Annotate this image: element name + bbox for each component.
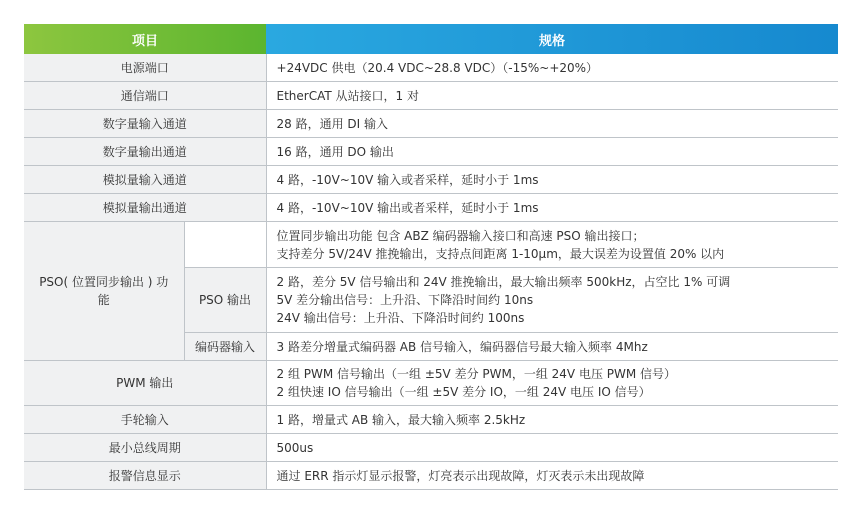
pso-output-line-3: 24V 输出信号：上升沿、下降沿时间约 100ns (276, 311, 525, 325)
row-label-pso: PSO( 位置同步输出 ) 功能 (24, 222, 184, 361)
pso-intro-line-2: 支持差分 5V/24V 推挽输出，支持点间距离 1-10μm，最大误差为设置值 20% 以内 (276, 246, 725, 261)
row-value-pso-intro (266, 222, 838, 268)
pso-output-line-1: 2 路，差分 5V 信号输出和 24V 推挽输出，最大输出频率 500kHz，占空比 1% 可调 (276, 275, 731, 289)
table-row (24, 222, 838, 268)
row-value-encoder: 3 路差分增量式编码器 AB 信号输入，编码器信号最大输入频率 4Mhz (266, 333, 838, 361)
row-label-comm: 通信端口 (24, 82, 266, 110)
table-row (24, 138, 838, 166)
table-row (24, 361, 838, 406)
table-row (24, 406, 838, 434)
table-header-row (24, 24, 838, 54)
pso-intro-spacer (184, 222, 266, 268)
table-row (24, 110, 838, 138)
pso-intro-line-1: 位置同步输出功能 包含 ABZ 编码器输入接口和高速 PSO 输出接口； (276, 228, 645, 243)
row-label-encoder: 编码器输入 (184, 333, 266, 361)
row-value-pwm (266, 361, 838, 406)
row-label-do: 数字量输出通道 (24, 138, 266, 166)
table-row (24, 462, 838, 490)
header-spec: 规格 (266, 24, 838, 54)
row-value-power: +24VDC 供电（20.4 VDC~28.8 VDC）（-15%~+20%） (266, 54, 838, 82)
pwm-line-2: 2 组快速 IO 信号输出（一组 ±5V 差分 IO，一组 24V 电压 IO 信号） (276, 385, 651, 399)
spec-table-container (24, 24, 838, 490)
row-value-alarm: 通过 ERR 指示灯显示报警，灯亮表示出现故障，灯灭表示未出现故障 (266, 462, 838, 490)
pwm-line-1: 2 组 PWM 信号输出（一组 ±5V 差分 PWM，一组 24V 电压 PWM 信号） (276, 367, 677, 381)
table-row (24, 54, 838, 82)
spec-table (24, 24, 838, 490)
row-label-ao: 模拟量输出通道 (24, 194, 266, 222)
row-label-pso-output: PSO 输出 (184, 268, 266, 333)
row-value-handwheel: 1 路，增量式 AB 输入，最大输入频率 2.5kHz (266, 406, 838, 434)
row-value-ai: 4 路，-10V~10V 输入或者采样，延时小于 1ms (266, 166, 838, 194)
row-label-di: 数字量输入通道 (24, 110, 266, 138)
row-value-comm: EtherCAT 从站接口，1 对 (266, 82, 838, 110)
row-label-handwheel: 手轮输入 (24, 406, 266, 434)
row-label-alarm: 报警信息显示 (24, 462, 266, 490)
row-value-do: 16 路，通用 DO 输出 (266, 138, 838, 166)
row-value-ao: 4 路，-10V~10V 输出或者采样，延时小于 1ms (266, 194, 838, 222)
row-label-power: 电源端口 (24, 54, 266, 82)
table-row (24, 434, 838, 462)
table-row (24, 82, 838, 110)
header-item: 项目 (24, 24, 266, 54)
row-value-bus: 500us (266, 434, 838, 462)
table-row (24, 166, 838, 194)
row-label-bus: 最小总线周期 (24, 434, 266, 462)
row-label-pwm: PWM 输出 (24, 361, 266, 406)
row-label-ai: 模拟量输入通道 (24, 166, 266, 194)
row-value-pso-output (266, 268, 838, 333)
pso-output-line-2: 5V 差分输出信号：上升沿、下降沿时间约 10ns (276, 293, 534, 307)
row-value-di: 28 路，通用 DI 输入 (266, 110, 838, 138)
table-row (24, 194, 838, 222)
